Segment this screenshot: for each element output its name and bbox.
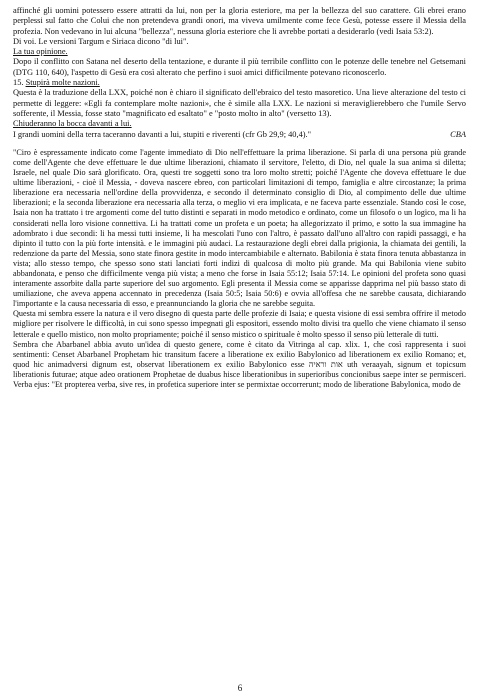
- commentary-paragraph: Di voi. Le versioni Targum e Siriaca dicono "di lui".: [13, 36, 189, 46]
- page-number: 6: [237, 683, 243, 693]
- section-heading: [13, 47, 466, 57]
- section-heading: [13, 78, 466, 88]
- commentary-paragraph: Questa è la traduzione della LXX, poiché non è chiaro il significato dell'ebraico del testo masoretico. Una lieve alterazione del testo ci permette di leggere: «Egli fa contemplare molte nazioni», che è simile alla LXX. Le nazioni si meraviglierebbero che l'umile Servo sofferente, il Messia, fosse stato "magnificato ed esaltato" e "posto molto in alto" (versetto 13).: [13, 88, 466, 118]
- verse-number: 15.: [13, 78, 26, 88]
- quotation-paragraph: Questa mi sembra essere la natura e il vero disegno di questa parte delle profezie di Isaia; e questa visione di essi sembra offrire il metodo migliore per risolvere le difficoltà, in cui sono spesso impegnati gli espositori, essendo molto divisi tra quello che viene chiamato il senso letterale e quello mistico, non molto propriamente; poiché il senso mistico o spirituale è molto spesso il senso più letterale di tutti.: [13, 309, 466, 339]
- source-tag: CBA: [450, 129, 466, 139]
- commentary-paragraph: affinché gli uomini potessero essere attratti da lui, non per la gloria esteriore, ma per la bellezza del suo carattere. Gli ebrei erano perplessi sul fatto che Colui che non pretendeva grandi onori, ma viveva umilmente come fece Gesù, potesse essere il Messia della profezia. Non vedevano in lui alcuna "bellezza", nessuna gloria esteriore che li avrebbe portati a desiderarlo (vedi Isaia 53:2).: [13, 6, 466, 36]
- quotation-paragraph: "Ciro è espressamente indicato come l'agente immediato di Dio nell'effettuare la prima liberazione. Si parla di una persona più grande come dell'Agente che deve effettuare le due ultime liberazioni, chiamato il servitore, l'eletto, di Dio, nel quale la sua anima si diletta; Israele, nel quale Dio sarà glorificato. Ora, questi tre soggetti sono tra loro molto stretti; poiché l'Agente che doveva effettuare le due ultime liberazioni, - cioè il Messia, - doveva nascere ebreo, con particolari limitazioni di tempo, famiglia e altre circostanze; la prima liberazione era necessaria nell'ordine della provvidenza, e secondo il determinato consiglio di Dio, al compimento delle due ultime liberazioni; e la seconda liberazione era necessaria alla terza, o meglio vi era implicata, e ne faceva parte essenziale. Stando così le cose, Isaia non ha trattato i tre argomenti come del tutto distinti e separati in modo metodico e ordinato, come un filosofo o un logico, ma li ha considerati nella loro visione connettiva. Li ha trattati come un profeta e un poeta; ha allegorizzato il primo, e sotto la sua immagine ha adombrato i due secondi: li ha messi tutti insieme, li ha mescolati l'uno con l'altro, è passato dall'uno all'altro con rapidi passaggi, e ha dipinto il tutto con la più forte intensità. e le immagini più audaci. La restaurazione degli ebrei dalla prigionia, la chiamata dei gentili, la redenzione da parte del Messia, sono state finora gestite in modo intercambiabile e alternato. Babilonia è stata finora tenuta abbastanza in vista; allo stesso tempo, che spesso sono stati lanciati forti indizi di qualcosa di molto più grande. Ma qui Babilonia viene subito abbandonata, e penso che difficilmente venga più vista; a meno che forse in Isaia 55:12; Isaia 57:14. Le opinioni del profeta sono quasi interamente assorbite dalla parte superiore del suo argomento. Egli presenta il Messia come se apparisse dapprima nel più basso stato di umiliazione, che aveva appena accennato in precedenza (Isaia 50:5; Isaia 50:6) e ovvia all'offesa che ne sarebbe causata, dichiarando l'importante e la causa necessaria di esso, e preannunciando la gloria che ne sarebbe seguita.: [13, 147, 466, 309]
- heading-text: La tua opinione.: [13, 47, 68, 57]
- paragraph-text: I grandi uomini della terra taceranno davanti a lui, stupiti e riverenti (cfr Gb 29,9; 40,4).": [13, 129, 312, 139]
- commentary-paragraph: [13, 130, 466, 140]
- section-heading: [13, 119, 466, 129]
- heading-text: Stupirà molte nazioni.: [25, 78, 100, 88]
- commentary-paragraph: Dopo il conflitto con Satana nel deserto della tentazione, e durante il più terribile conflitto con le potenze delle tenebre nel Getsemani (DTG 110, 640), l'aspetto di Gesù era così alterato che perfino i suoi amici difficilmente potevano riconoscerlo.: [13, 57, 466, 77]
- quotation-section: [13, 148, 466, 390]
- quotation-paragraph: Sembra che Abarbanel abbia avuto un'idea di questo genere, come è citato da Vitringa al cap. xlix. 1, che così rappresenta i suoi sentimenti: Censet Abarbanel Prophetam hic transitum facere a liberatione ex exilio Babylonico ad liberationem ex exilio Romano; et, quod hic animadversi dignum est, observat liberationem ex exilio Babylonico esse אות וראיה uth veraayah, signum et topicsum liberationis futurae; atque adeo orationem Prophetae de duabus hisce liberationibus in superioribus concionibus saepe inter se permisceri. Verba ejus: "Et propterea verba, sive res, in profetica superiore inter se permixtae occorrerunt; modo de liberatione Babylonica, modo de: [13, 339, 467, 390]
- commentary-section: [13, 6, 466, 140]
- heading-text: Chiuderanno la bocca davanti a lui.: [13, 119, 132, 129]
